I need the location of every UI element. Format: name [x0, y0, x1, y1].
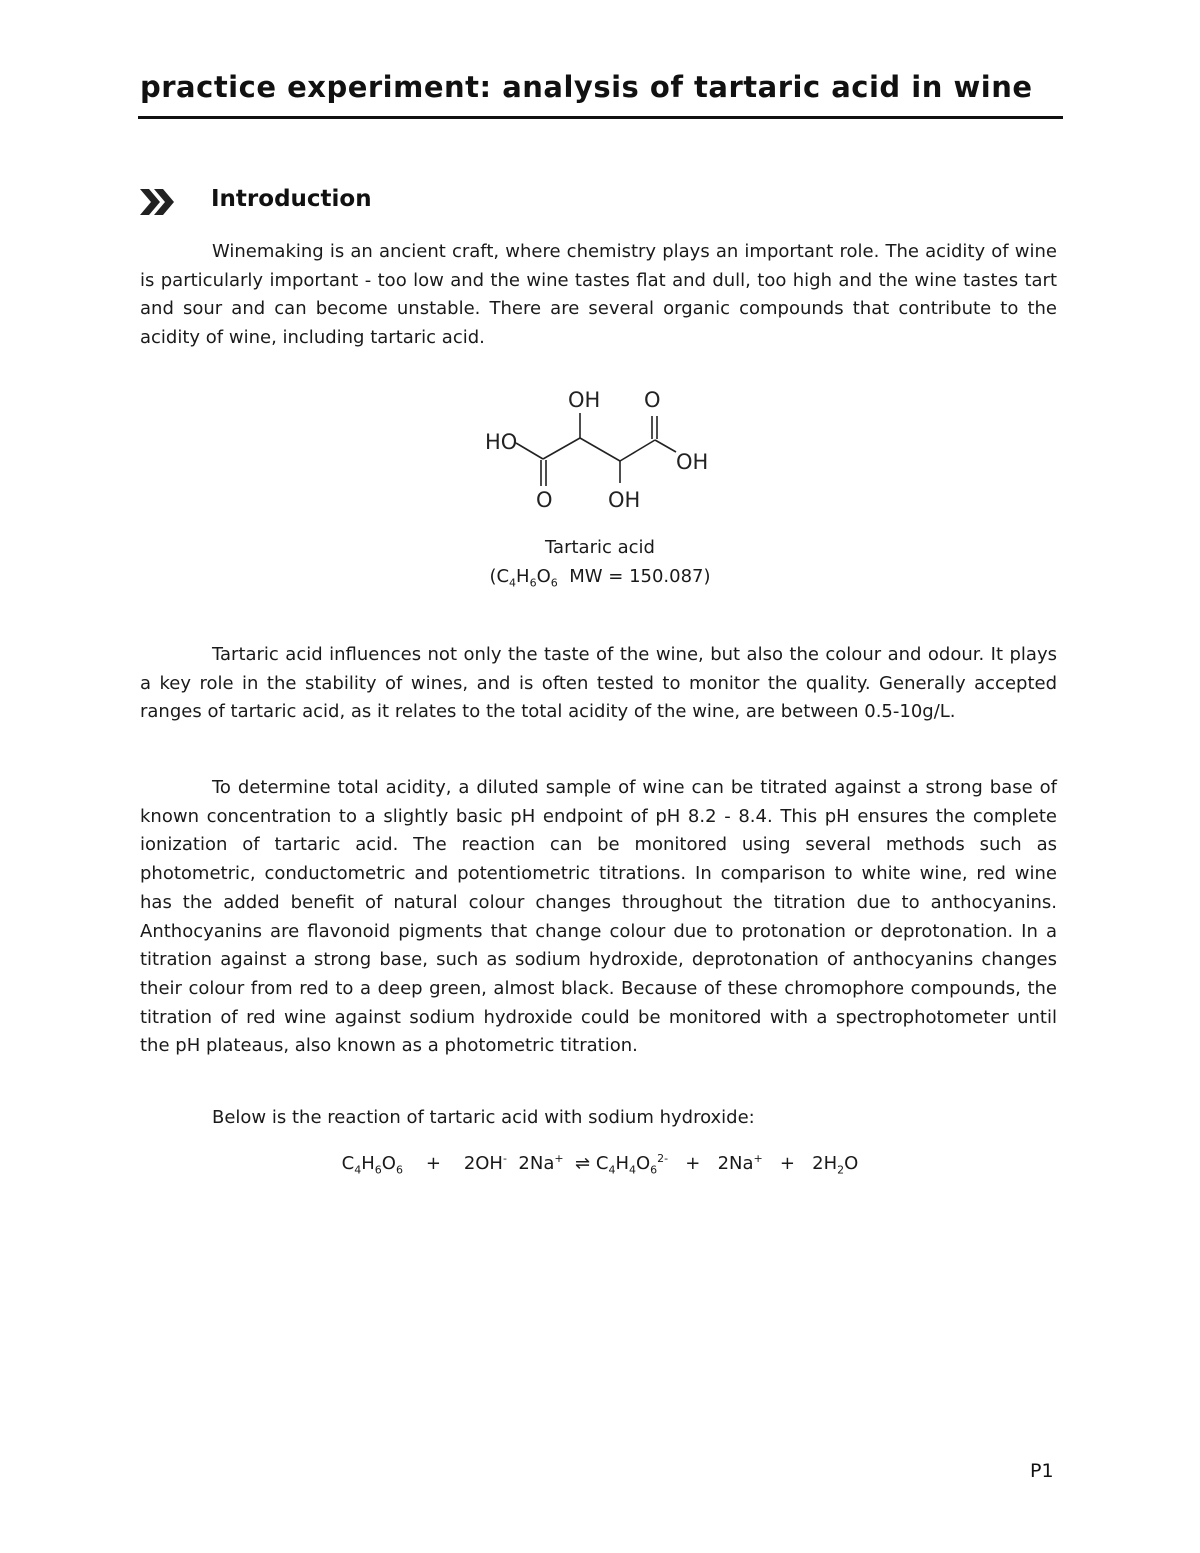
structure-label-oh-top: OH: [568, 388, 601, 412]
structure-label-oh-right: OH: [676, 450, 709, 474]
page-title: practice experiment: analysis of tartaric acid in wine: [140, 70, 1033, 104]
structure-label-o-top: O: [644, 388, 661, 412]
structure-caption-formula: ($C_4H_6O_6$ MW = 150.087): [489, 566, 711, 590]
intro-paragraph-2: Tartaric acid influences not only the taste of the wine, but also the colour and odour. It plays a key role in the stability of wines, and is often tested to monitor the quality. Generally accepted ranges of tartaric acid, as it relates to the total acidity of the wine, are between 0.5-10g/L.: [140, 644, 1057, 723]
intro-paragraph-3: To determine total acidity, a diluted sample of wine can be titrated against a strong base of known concentration to a slightly basic pH endpoint of pH 8.2 - 8.4. This pH ensures the complete ionization of tartaric acid. The reaction can be monitored using several methods such as photometric, conductometric and potentiometric titrations. In comparison to white wine, red wine has the added benefit of natural colour changes throughout the titration due to anthocyanins. Anthocyanins are flavonoid pigments that change colour due to protonation or deprotonation. In a titration against a strong base, such as sodium hydroxide, deprotonation of anthocyanins changes their colour from red to a deep green, almost black. Because of these chromophore compounds, the titration of red wine against sodium hydroxide could be monitored with a spectrophotometer until the pH plateaus, also known as a photometric titration.: [140, 777, 1057, 1057]
page-number: P1: [1030, 1460, 1054, 1482]
double-chevron-icon: [140, 187, 180, 217]
structure-label-o-bottom: O: [536, 488, 553, 512]
title-rule: [138, 116, 1063, 119]
structure-label-oh-bottom: OH: [608, 488, 641, 512]
reaction-equation: $C_4H_6O_6$ + 2OH- 2Na+ ⇌ $C_4H_4O_6^{2-}$ + 2Na+ + $2H_2O$: [341, 1152, 859, 1177]
section-heading-introduction: Introduction: [211, 186, 372, 212]
structure-bonds: [516, 413, 676, 486]
intro-paragraph-4: Below is the reaction of tartaric acid with sodium hydroxide:: [212, 1107, 755, 1128]
section-marker: [140, 184, 180, 220]
structure-caption-name: Tartaric acid: [545, 537, 655, 558]
tartaric-acid-structure: [480, 380, 720, 512]
intro-paragraph-1: Winemaking is an ancient craft, where chemistry plays an important role. The acidity of wine is particularly important - too low and the wine tastes flat and dull, too high and the wine tastes tart and sour and can become unstable. There are several organic compounds that contribute to the acidity of wine, including tartaric acid.: [140, 241, 1057, 349]
structure-label-ho-left: HO: [485, 430, 518, 454]
